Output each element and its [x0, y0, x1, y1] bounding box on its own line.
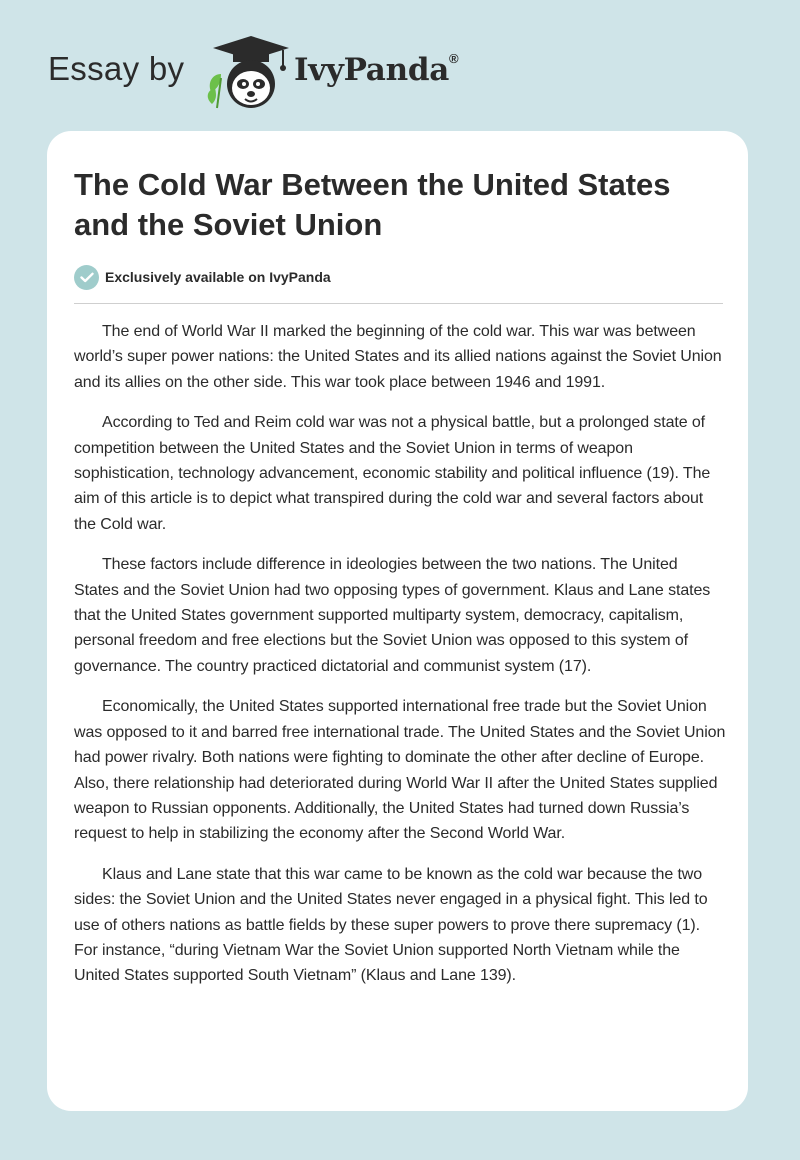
paragraph: The end of World War II marked the beginning of the cold war. This war was between world’s super power nations: the United States and its allied nations against the Soviet Union and its allies on the other side. This war took place between 1946 and 1991.: [74, 323, 722, 391]
paragraph: According to Ted and Reim cold war was not a physical battle, but a prolonged state of competition between the United States and the Soviet Union in terms of weapon sophistication, technology advancement, economic stability and political influence (19). The aim of this article is to depict what transpired during the cold war and several factors about the Cold war.: [74, 414, 711, 533]
paragraph: These factors include difference in ideologies between the two nations. The United States and the Soviet Union had two opposing types of government. Klaus and Lane states that the United States government supported multiparty system, democracy, capitalism, personal freedom and free elections but the Soviet Union was opposed to this system of governance. The country practiced dictatorial and communist system (17).: [74, 556, 711, 675]
panda-graduate-logo-icon[interactable]: [203, 34, 293, 112]
essay-card: [47, 131, 748, 1111]
brand-name[interactable]: IvyPanda®: [294, 50, 459, 88]
essay-title: The Cold War Between the United States and the Soviet Union: [74, 167, 671, 242]
paragraph: Klaus and Lane state that this war came to be known as the cold war because the two sides: the Soviet Union and the United States never engaged in a physical fight. This led to use of others nations as battle fields by these super powers to prove there supremacy (1). For instance, “during Vietnam War the Soviet Union supported North Vietnam while the United States supported South Vietnam” (Klaus and Lane 139).: [74, 865, 708, 985]
title-divider: [74, 303, 723, 304]
paragraph: Economically, the United States supported international free trade but the Soviet Union was opposed to it and barred free international trade. The United States and the Soviet Union had power rivalry. Both nations were fighting to dominate the other after decline of Europe. Also, there relationship had deteriorated during World War II after the United States supplied weapon to Russian opponents. Additionally, the United States had turned down Russia’s request to help in stabilizing the economy after the Second World War.: [74, 698, 726, 843]
checkmark-icon: [74, 265, 99, 290]
essay-body: [74, 319, 726, 1004]
exclusive-badge: [74, 264, 331, 290]
site-header: [48, 28, 748, 118]
essay-by-label: Essay by: [48, 50, 185, 87]
exclusive-label: Exclusively available on IvyPanda: [105, 269, 331, 285]
